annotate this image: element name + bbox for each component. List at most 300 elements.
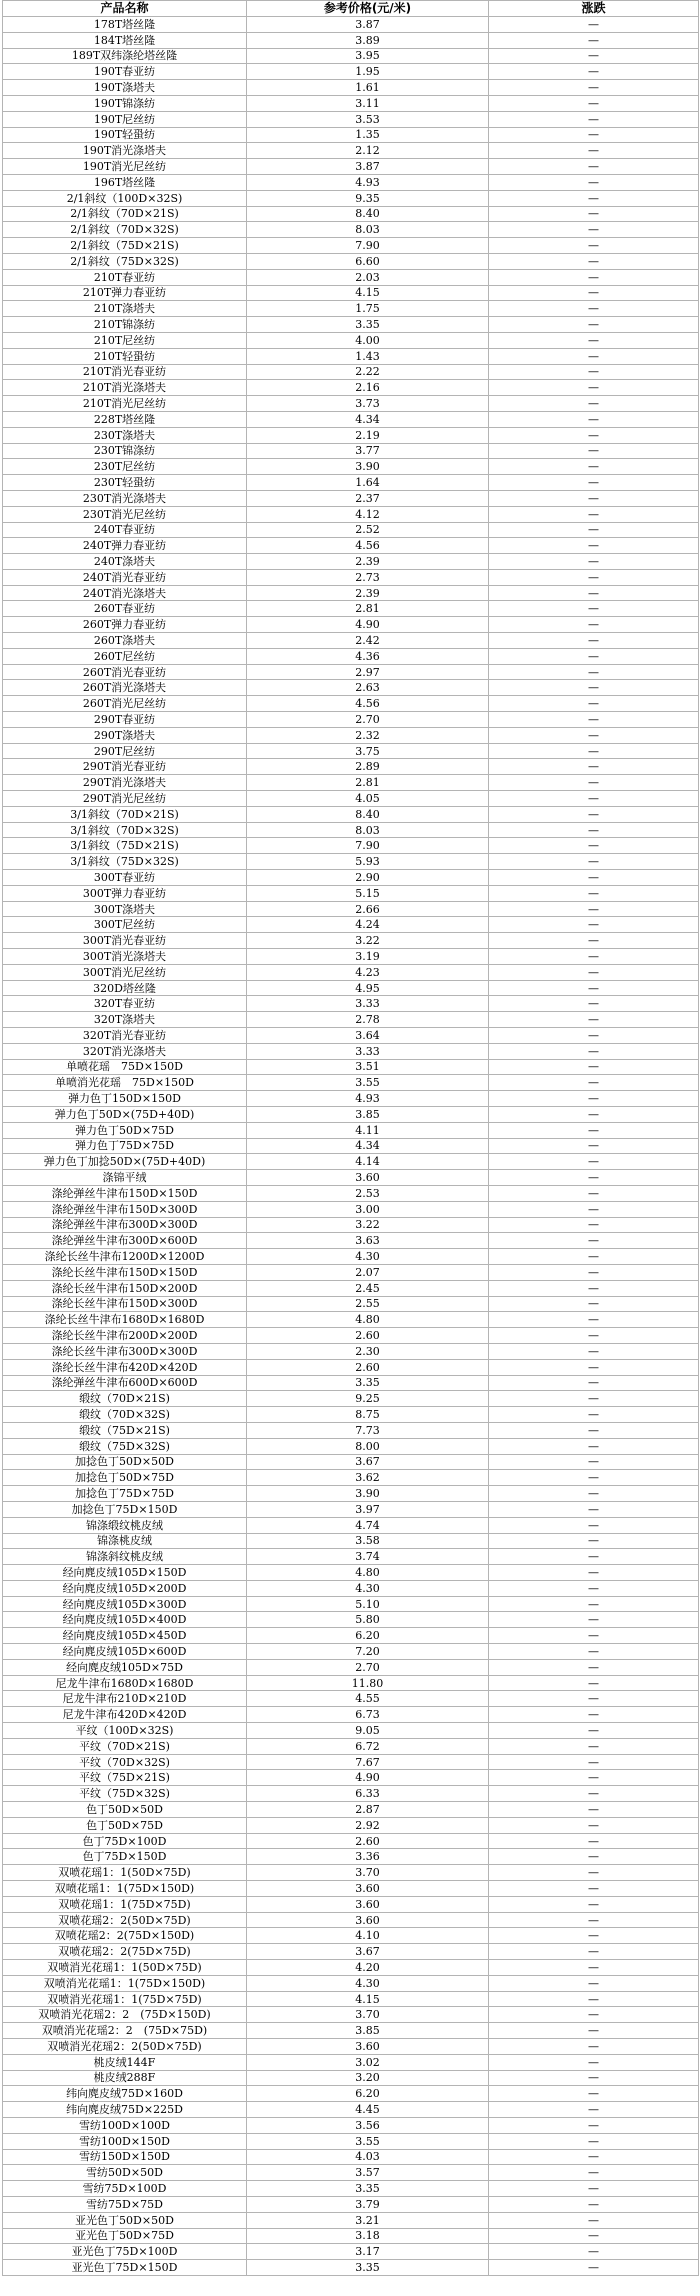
product-name-cell: 2/1斜纹（70D×21S) [3, 206, 247, 222]
price-cell: 4.93 [247, 174, 489, 190]
product-name-cell: 210T消光春亚纺 [3, 364, 247, 380]
change-cell: — [489, 348, 699, 364]
price-cell: 3.64 [247, 1028, 489, 1044]
price-cell: 4.30 [247, 1249, 489, 1265]
change-cell: — [489, 206, 699, 222]
change-cell: — [489, 949, 699, 965]
table-row [3, 411, 699, 427]
product-name-cell: 涤纶长丝牛津布150D×300D [3, 1296, 247, 1312]
price-cell: 2.70 [247, 1659, 489, 1675]
change-cell: — [489, 696, 699, 712]
price-cell: 2.81 [247, 601, 489, 617]
change-cell: — [489, 222, 699, 238]
change-cell: — [489, 601, 699, 617]
table-row [3, 301, 699, 317]
price-cell: 3.85 [247, 2023, 489, 2039]
product-name-cell: 雪纺100D×150D [3, 2133, 247, 2149]
table-row [3, 585, 699, 601]
table-row [3, 1043, 699, 1059]
product-name-cell: 亚光色丁75D×100D [3, 2244, 247, 2260]
table-row [3, 1928, 699, 1944]
product-name-cell: 320T消光涤塔夫 [3, 1043, 247, 1059]
table-row [3, 854, 699, 870]
change-cell: — [489, 964, 699, 980]
price-cell: 4.00 [247, 332, 489, 348]
change-cell: — [489, 980, 699, 996]
price-cell: 3.18 [247, 2228, 489, 2244]
product-name-cell: 3/1斜纹（75D×32S) [3, 854, 247, 870]
table-row [3, 1628, 699, 1644]
table-row [3, 2007, 699, 2023]
product-name-cell: 涤纶长丝牛津布150D×150D [3, 1264, 247, 1280]
product-name-cell: 189T双纬涤纶塔丝隆 [3, 48, 247, 64]
table-row [3, 1517, 699, 1533]
product-name-cell: 加捻色丁75D×150D [3, 1501, 247, 1517]
product-name-cell: 300T尼丝纺 [3, 917, 247, 933]
product-name-cell: 双喷花瑶2：2(75D×75D) [3, 1944, 247, 1960]
table-row [3, 775, 699, 791]
table-row [3, 32, 699, 48]
product-name-cell: 弹力色丁50D×75D [3, 1122, 247, 1138]
price-cell: 2.16 [247, 380, 489, 396]
product-name-cell: 雪纺75D×100D [3, 2181, 247, 2197]
change-cell: — [489, 238, 699, 254]
price-cell: 3.17 [247, 2244, 489, 2260]
product-name-cell: 290T尼丝纺 [3, 743, 247, 759]
change-cell: — [489, 127, 699, 143]
price-cell: 3.35 [247, 2181, 489, 2197]
price-cell: 3.60 [247, 1912, 489, 1928]
price-cell: 4.05 [247, 791, 489, 807]
price-cell: 3.60 [247, 1170, 489, 1186]
product-name-cell: 涤纶弹丝牛津布150D×300D [3, 1201, 247, 1217]
change-cell: — [489, 1391, 699, 1407]
price-cell: 2.89 [247, 759, 489, 775]
table-row [3, 238, 699, 254]
table-row [3, 190, 699, 206]
product-name-cell: 锦涤斜纹桃皮绒 [3, 1549, 247, 1565]
table-row [3, 1296, 699, 1312]
change-cell: — [489, 1881, 699, 1897]
product-name-cell: 190T轻蛩纺 [3, 127, 247, 143]
table-row [3, 1280, 699, 1296]
table-row [3, 2149, 699, 2165]
price-cell: 3.60 [247, 1881, 489, 1897]
change-cell: — [489, 1343, 699, 1359]
change-cell: — [489, 522, 699, 538]
table-row [3, 1580, 699, 1596]
change-cell: — [489, 2039, 699, 2055]
price-cell: 3.67 [247, 1944, 489, 1960]
table-row [3, 396, 699, 412]
price-cell: 4.80 [247, 1565, 489, 1581]
table-row [3, 1975, 699, 1991]
product-name-cell: 178T塔丝隆 [3, 17, 247, 33]
change-cell: — [489, 1549, 699, 1565]
change-cell: — [489, 1644, 699, 1660]
product-name-cell: 尼龙牛津布1680D×1680D [3, 1675, 247, 1691]
product-name-cell: 210T消光尼丝纺 [3, 396, 247, 412]
price-cell: 3.53 [247, 111, 489, 127]
table-row [3, 1533, 699, 1549]
change-cell: — [489, 680, 699, 696]
change-cell: — [489, 2102, 699, 2118]
change-cell: — [489, 174, 699, 190]
table-row [3, 506, 699, 522]
table-row [3, 601, 699, 617]
price-cell: 7.90 [247, 238, 489, 254]
product-name-cell: 210T春亚纺 [3, 269, 247, 285]
change-cell: — [489, 1201, 699, 1217]
change-cell: — [489, 1422, 699, 1438]
table-row [3, 2196, 699, 2212]
product-name-cell: 210T轻蛩纺 [3, 348, 247, 364]
price-cell: 4.03 [247, 2149, 489, 2165]
price-cell: 3.35 [247, 1375, 489, 1391]
change-cell: — [489, 17, 699, 33]
change-cell: — [489, 538, 699, 554]
product-name-cell: 双喷消光花瑶2：2(50D×75D) [3, 2039, 247, 2055]
product-name-cell: 尼龙牛津布420D×420D [3, 1707, 247, 1723]
price-cell: 2.70 [247, 712, 489, 728]
table-row [3, 2244, 699, 2260]
price-cell: 2.45 [247, 1280, 489, 1296]
table-row [3, 1849, 699, 1865]
price-cell: 4.74 [247, 1517, 489, 1533]
change-cell: — [489, 1328, 699, 1344]
product-name-cell: 190T锦涤纺 [3, 95, 247, 111]
table-row [3, 317, 699, 333]
change-cell: — [489, 285, 699, 301]
table-row [3, 791, 699, 807]
price-cell: 3.77 [247, 443, 489, 459]
product-name-cell: 单喷花瑶 75D×150D [3, 1059, 247, 1075]
product-name-cell: 290T涤塔夫 [3, 727, 247, 743]
table-row [3, 1059, 699, 1075]
price-cell: 7.73 [247, 1422, 489, 1438]
price-cell: 6.72 [247, 1738, 489, 1754]
change-cell: — [489, 885, 699, 901]
product-name-cell: 涤纶长丝牛津布200D×200D [3, 1328, 247, 1344]
price-cell: 3.63 [247, 1233, 489, 1249]
price-cell: 4.93 [247, 1091, 489, 1107]
table-row [3, 1312, 699, 1328]
change-cell: — [489, 1707, 699, 1723]
price-cell: 3.87 [247, 17, 489, 33]
price-cell: 2.03 [247, 269, 489, 285]
table-row [3, 1091, 699, 1107]
product-name-cell: 涤纶弹丝牛津布150D×150D [3, 1185, 247, 1201]
table-row [3, 2054, 699, 2070]
table-row [3, 1438, 699, 1454]
table-row [3, 348, 699, 364]
change-cell: — [489, 585, 699, 601]
table-row [3, 1754, 699, 1770]
price-cell: 4.95 [247, 980, 489, 996]
change-cell: — [489, 48, 699, 64]
product-name-cell: 尼龙牛津布210D×210D [3, 1691, 247, 1707]
change-cell: — [489, 1833, 699, 1849]
change-cell: — [489, 253, 699, 269]
product-name-cell: 双喷消光花瑶2：2 (75D×150D) [3, 2007, 247, 2023]
table-row [3, 1691, 699, 1707]
table-row [3, 1944, 699, 1960]
product-name-cell: 210T锦涤纺 [3, 317, 247, 333]
product-name-cell: 桃皮绒144F [3, 2054, 247, 2070]
price-cell: 6.20 [247, 1628, 489, 1644]
change-cell: — [489, 664, 699, 680]
table-row [3, 2023, 699, 2039]
change-cell: — [489, 1375, 699, 1391]
product-name-cell: 双喷消光花瑶1：1(75D×150D) [3, 1975, 247, 1991]
table-row [3, 1470, 699, 1486]
product-name-cell: 涤纶长丝牛津布420D×420D [3, 1359, 247, 1375]
table-row [3, 475, 699, 491]
product-name-cell: 缎纹（75D×21S) [3, 1422, 247, 1438]
product-name-cell: 缎纹（75D×32S) [3, 1438, 247, 1454]
change-cell: — [489, 1565, 699, 1581]
header-product-name: 产品名称 [3, 1, 247, 17]
table-row [3, 490, 699, 506]
product-name-cell: 平纹（75D×21S) [3, 1770, 247, 1786]
price-cell: 3.60 [247, 1896, 489, 1912]
price-cell: 8.75 [247, 1407, 489, 1423]
product-name-cell: 260T消光春亚纺 [3, 664, 247, 680]
change-cell: — [489, 933, 699, 949]
product-name-cell: 320D塔丝隆 [3, 980, 247, 996]
change-cell: — [489, 95, 699, 111]
table-row [3, 996, 699, 1012]
table-row [3, 1912, 699, 1928]
table-row [3, 427, 699, 443]
change-cell: — [489, 1596, 699, 1612]
change-cell: — [489, 1675, 699, 1691]
product-name-cell: 平纹（100D×32S) [3, 1723, 247, 1739]
product-name-cell: 平纹（75D×32S) [3, 1786, 247, 1802]
change-cell: — [489, 1723, 699, 1739]
price-cell: 4.56 [247, 696, 489, 712]
change-cell: — [489, 901, 699, 917]
table-row [3, 174, 699, 190]
product-name-cell: 184T塔丝隆 [3, 32, 247, 48]
price-cell: 3.22 [247, 933, 489, 949]
price-cell: 1.64 [247, 475, 489, 491]
product-name-cell: 260T春亚纺 [3, 601, 247, 617]
price-cell: 4.20 [247, 1960, 489, 1976]
price-cell: 3.02 [247, 2054, 489, 2070]
change-cell: — [489, 2117, 699, 2133]
price-cell: 2.39 [247, 554, 489, 570]
change-cell: — [489, 2007, 699, 2023]
price-cell: 4.45 [247, 2102, 489, 2118]
product-name-cell: 230T轻蛩纺 [3, 475, 247, 491]
price-cell: 8.00 [247, 1438, 489, 1454]
table-row [3, 933, 699, 949]
change-cell: — [489, 1960, 699, 1976]
price-cell: 4.80 [247, 1312, 489, 1328]
product-name-cell: 经向麂皮绒105D×200D [3, 1580, 247, 1596]
table-row [3, 1865, 699, 1881]
table-row [3, 143, 699, 159]
product-name-cell: 190T涤塔夫 [3, 80, 247, 96]
table-row [3, 1454, 699, 1470]
table-row [3, 1881, 699, 1897]
change-cell: — [489, 1438, 699, 1454]
price-cell: 3.85 [247, 1106, 489, 1122]
price-cell: 4.23 [247, 964, 489, 980]
table-row [3, 1422, 699, 1438]
change-cell: — [489, 996, 699, 1012]
change-cell: — [489, 822, 699, 838]
price-cell: 4.14 [247, 1154, 489, 1170]
change-cell: — [489, 1944, 699, 1960]
product-name-cell: 290T消光春亚纺 [3, 759, 247, 775]
table-row [3, 1028, 699, 1044]
table-row [3, 364, 699, 380]
price-cell: 3.62 [247, 1470, 489, 1486]
table-row [3, 648, 699, 664]
table-row [3, 1106, 699, 1122]
price-cell: 3.33 [247, 1043, 489, 1059]
table-row [3, 522, 699, 538]
product-name-cell: 雪纺75D×75D [3, 2196, 247, 2212]
change-cell: — [489, 775, 699, 791]
table-row [3, 2102, 699, 2118]
table-row [3, 1170, 699, 1186]
table-row [3, 159, 699, 175]
table-row [3, 1960, 699, 1976]
change-cell: — [489, 743, 699, 759]
table-row [3, 885, 699, 901]
product-name-cell: 320T消光春亚纺 [3, 1028, 247, 1044]
change-cell: — [489, 1091, 699, 1107]
price-cell: 3.56 [247, 2117, 489, 2133]
table-row [3, 759, 699, 775]
product-name-cell: 210T消光涤塔夫 [3, 380, 247, 396]
table-row [3, 1185, 699, 1201]
price-cell: 2.97 [247, 664, 489, 680]
change-cell: — [489, 1770, 699, 1786]
table-row [3, 269, 699, 285]
change-cell: — [489, 759, 699, 775]
table-row [3, 1802, 699, 1818]
change-cell: — [489, 1296, 699, 1312]
table-row [3, 1201, 699, 1217]
change-cell: — [489, 648, 699, 664]
change-cell: — [489, 712, 699, 728]
change-cell: — [489, 2133, 699, 2149]
table-row [3, 1896, 699, 1912]
table-row [3, 285, 699, 301]
price-cell: 2.73 [247, 569, 489, 585]
change-cell: — [489, 1280, 699, 1296]
product-name-cell: 平纹（70D×32S) [3, 1754, 247, 1770]
price-cell: 4.30 [247, 1975, 489, 1991]
product-name-cell: 雪纺150D×150D [3, 2149, 247, 2165]
product-name-cell: 涤纶弹丝牛津布300D×600D [3, 1233, 247, 1249]
product-name-cell: 210T涤塔夫 [3, 301, 247, 317]
product-name-cell: 210T弹力春亚纺 [3, 285, 247, 301]
table-row [3, 222, 699, 238]
price-cell: 2.87 [247, 1802, 489, 1818]
product-name-cell: 300T消光涤塔夫 [3, 949, 247, 965]
table-row [3, 1723, 699, 1739]
price-cell: 4.90 [247, 617, 489, 633]
price-cell: 8.03 [247, 222, 489, 238]
product-name-cell: 经向麂皮绒105D×150D [3, 1565, 247, 1581]
product-name-cell: 3/1斜纹（70D×32S) [3, 822, 247, 838]
product-name-cell: 230T消光涤塔夫 [3, 490, 247, 506]
price-cell: 2.07 [247, 1264, 489, 1280]
change-cell: — [489, 1849, 699, 1865]
product-name-cell: 320T春亚纺 [3, 996, 247, 1012]
product-name-cell: 320T涤塔夫 [3, 1012, 247, 1028]
change-cell: — [489, 2244, 699, 2260]
product-name-cell: 240T消光春亚纺 [3, 569, 247, 585]
change-cell: — [489, 2086, 699, 2102]
price-cell: 3.75 [247, 743, 489, 759]
price-cell: 2.37 [247, 490, 489, 506]
product-name-cell: 双喷花瑶1：1(75D×150D) [3, 1881, 247, 1897]
product-name-cell: 190T尼丝纺 [3, 111, 247, 127]
table-row [3, 2086, 699, 2102]
product-name-cell: 300T弹力春亚纺 [3, 885, 247, 901]
price-cell: 2.92 [247, 1817, 489, 1833]
change-cell: — [489, 2260, 699, 2276]
change-cell: — [489, 1501, 699, 1517]
change-cell: — [489, 80, 699, 96]
product-name-cell: 锦涤缎纹桃皮绒 [3, 1517, 247, 1533]
change-cell: — [489, 380, 699, 396]
product-name-cell: 弹力色丁150D×150D [3, 1091, 247, 1107]
table-row [3, 2133, 699, 2149]
change-cell: — [489, 1754, 699, 1770]
change-cell: — [489, 791, 699, 807]
product-name-cell: 290T春亚纺 [3, 712, 247, 728]
table-row [3, 1565, 699, 1581]
price-cell: 11.80 [247, 1675, 489, 1691]
price-cell: 4.12 [247, 506, 489, 522]
product-name-cell: 加捻色丁75D×75D [3, 1486, 247, 1502]
price-cell: 3.90 [247, 1486, 489, 1502]
price-cell: 3.19 [247, 949, 489, 965]
change-cell: — [489, 190, 699, 206]
table-row [3, 901, 699, 917]
change-cell: — [489, 1928, 699, 1944]
table-row [3, 64, 699, 80]
price-cell: 5.10 [247, 1596, 489, 1612]
price-table [2, 0, 699, 2276]
change-cell: — [489, 1486, 699, 1502]
product-name-cell: 平纹（70D×21S) [3, 1738, 247, 1754]
price-cell: 3.00 [247, 1201, 489, 1217]
change-cell: — [489, 2181, 699, 2197]
product-name-cell: 240T涤塔夫 [3, 554, 247, 570]
change-cell: — [489, 617, 699, 633]
price-cell: 3.73 [247, 396, 489, 412]
table-row [3, 459, 699, 475]
change-cell: — [489, 427, 699, 443]
table-row [3, 696, 699, 712]
table-row [3, 95, 699, 111]
product-name-cell: 雪纺100D×100D [3, 2117, 247, 2133]
change-cell: — [489, 1059, 699, 1075]
product-name-cell: 经向麂皮绒105D×400D [3, 1612, 247, 1628]
change-cell: — [489, 1106, 699, 1122]
product-name-cell: 210T尼丝纺 [3, 332, 247, 348]
product-name-cell: 300T消光尼丝纺 [3, 964, 247, 980]
price-cell: 3.89 [247, 32, 489, 48]
